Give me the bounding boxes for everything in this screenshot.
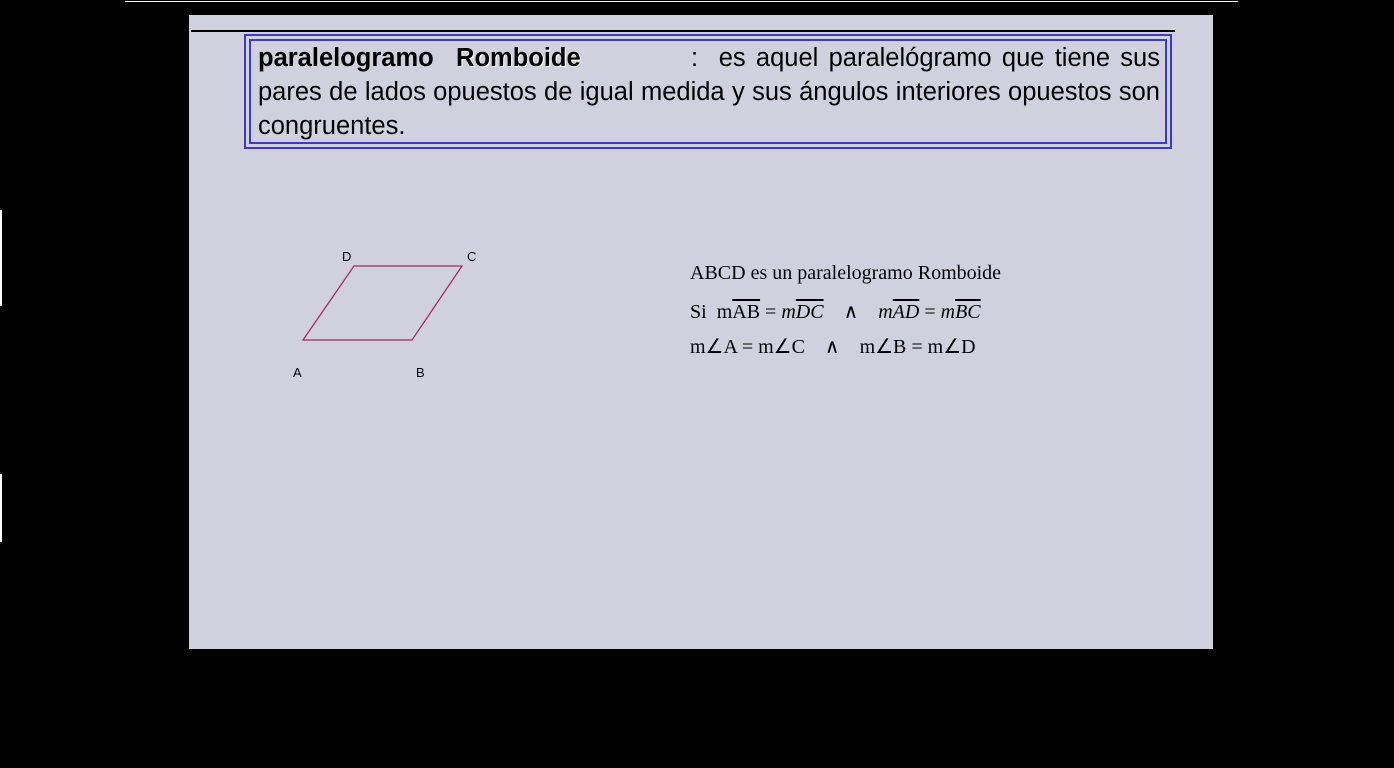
statement-line-1: ABCD es un paralelogramo Romboide	[690, 262, 1002, 284]
measure-m: m	[940, 301, 956, 323]
measure-m: m	[878, 301, 893, 323]
statement-line-2	[690, 299, 981, 324]
edge-mark	[0, 474, 2, 542]
equals-sign: =	[765, 301, 777, 323]
segment-ad: $\overline{AD}$	[892, 301, 920, 323]
si-text: Si	[690, 301, 707, 323]
definition-body: es aquel paralelógramo que tiene sus pares de lados opuestos de igual medida y sus ángulos interiores opuestos son congruentes.	[258, 44, 1160, 140]
vertex-label-c: C	[467, 249, 477, 264]
vertex-label-a: A	[293, 365, 302, 380]
equals-sign: =	[924, 301, 936, 323]
definition-term: paralelogramo	[258, 44, 434, 72]
parallelogram-shape	[303, 266, 462, 340]
segment-ab: $\overline{AB}$	[732, 301, 761, 323]
measure-m: m	[781, 301, 796, 323]
definition-term-romboide: Romboide	[456, 44, 581, 72]
logical-and-symbol: ∧	[843, 301, 859, 323]
top-border-line	[125, 1, 1238, 2]
segment-bc: $\overline{BC}$	[955, 301, 981, 323]
measure-m: m	[716, 301, 733, 323]
vertex-label-b: B	[416, 365, 425, 380]
edge-mark	[0, 210, 2, 306]
definition-colon: :	[691, 44, 699, 72]
slide	[189, 15, 1213, 649]
parallelogram-figure	[189, 15, 589, 415]
vertex-label-d: D	[342, 249, 352, 264]
segment-dc: $\overline{DC}$	[795, 301, 824, 323]
statement-line-3: m∠A = m∠C ∧ m∠B = m∠D	[690, 336, 976, 358]
